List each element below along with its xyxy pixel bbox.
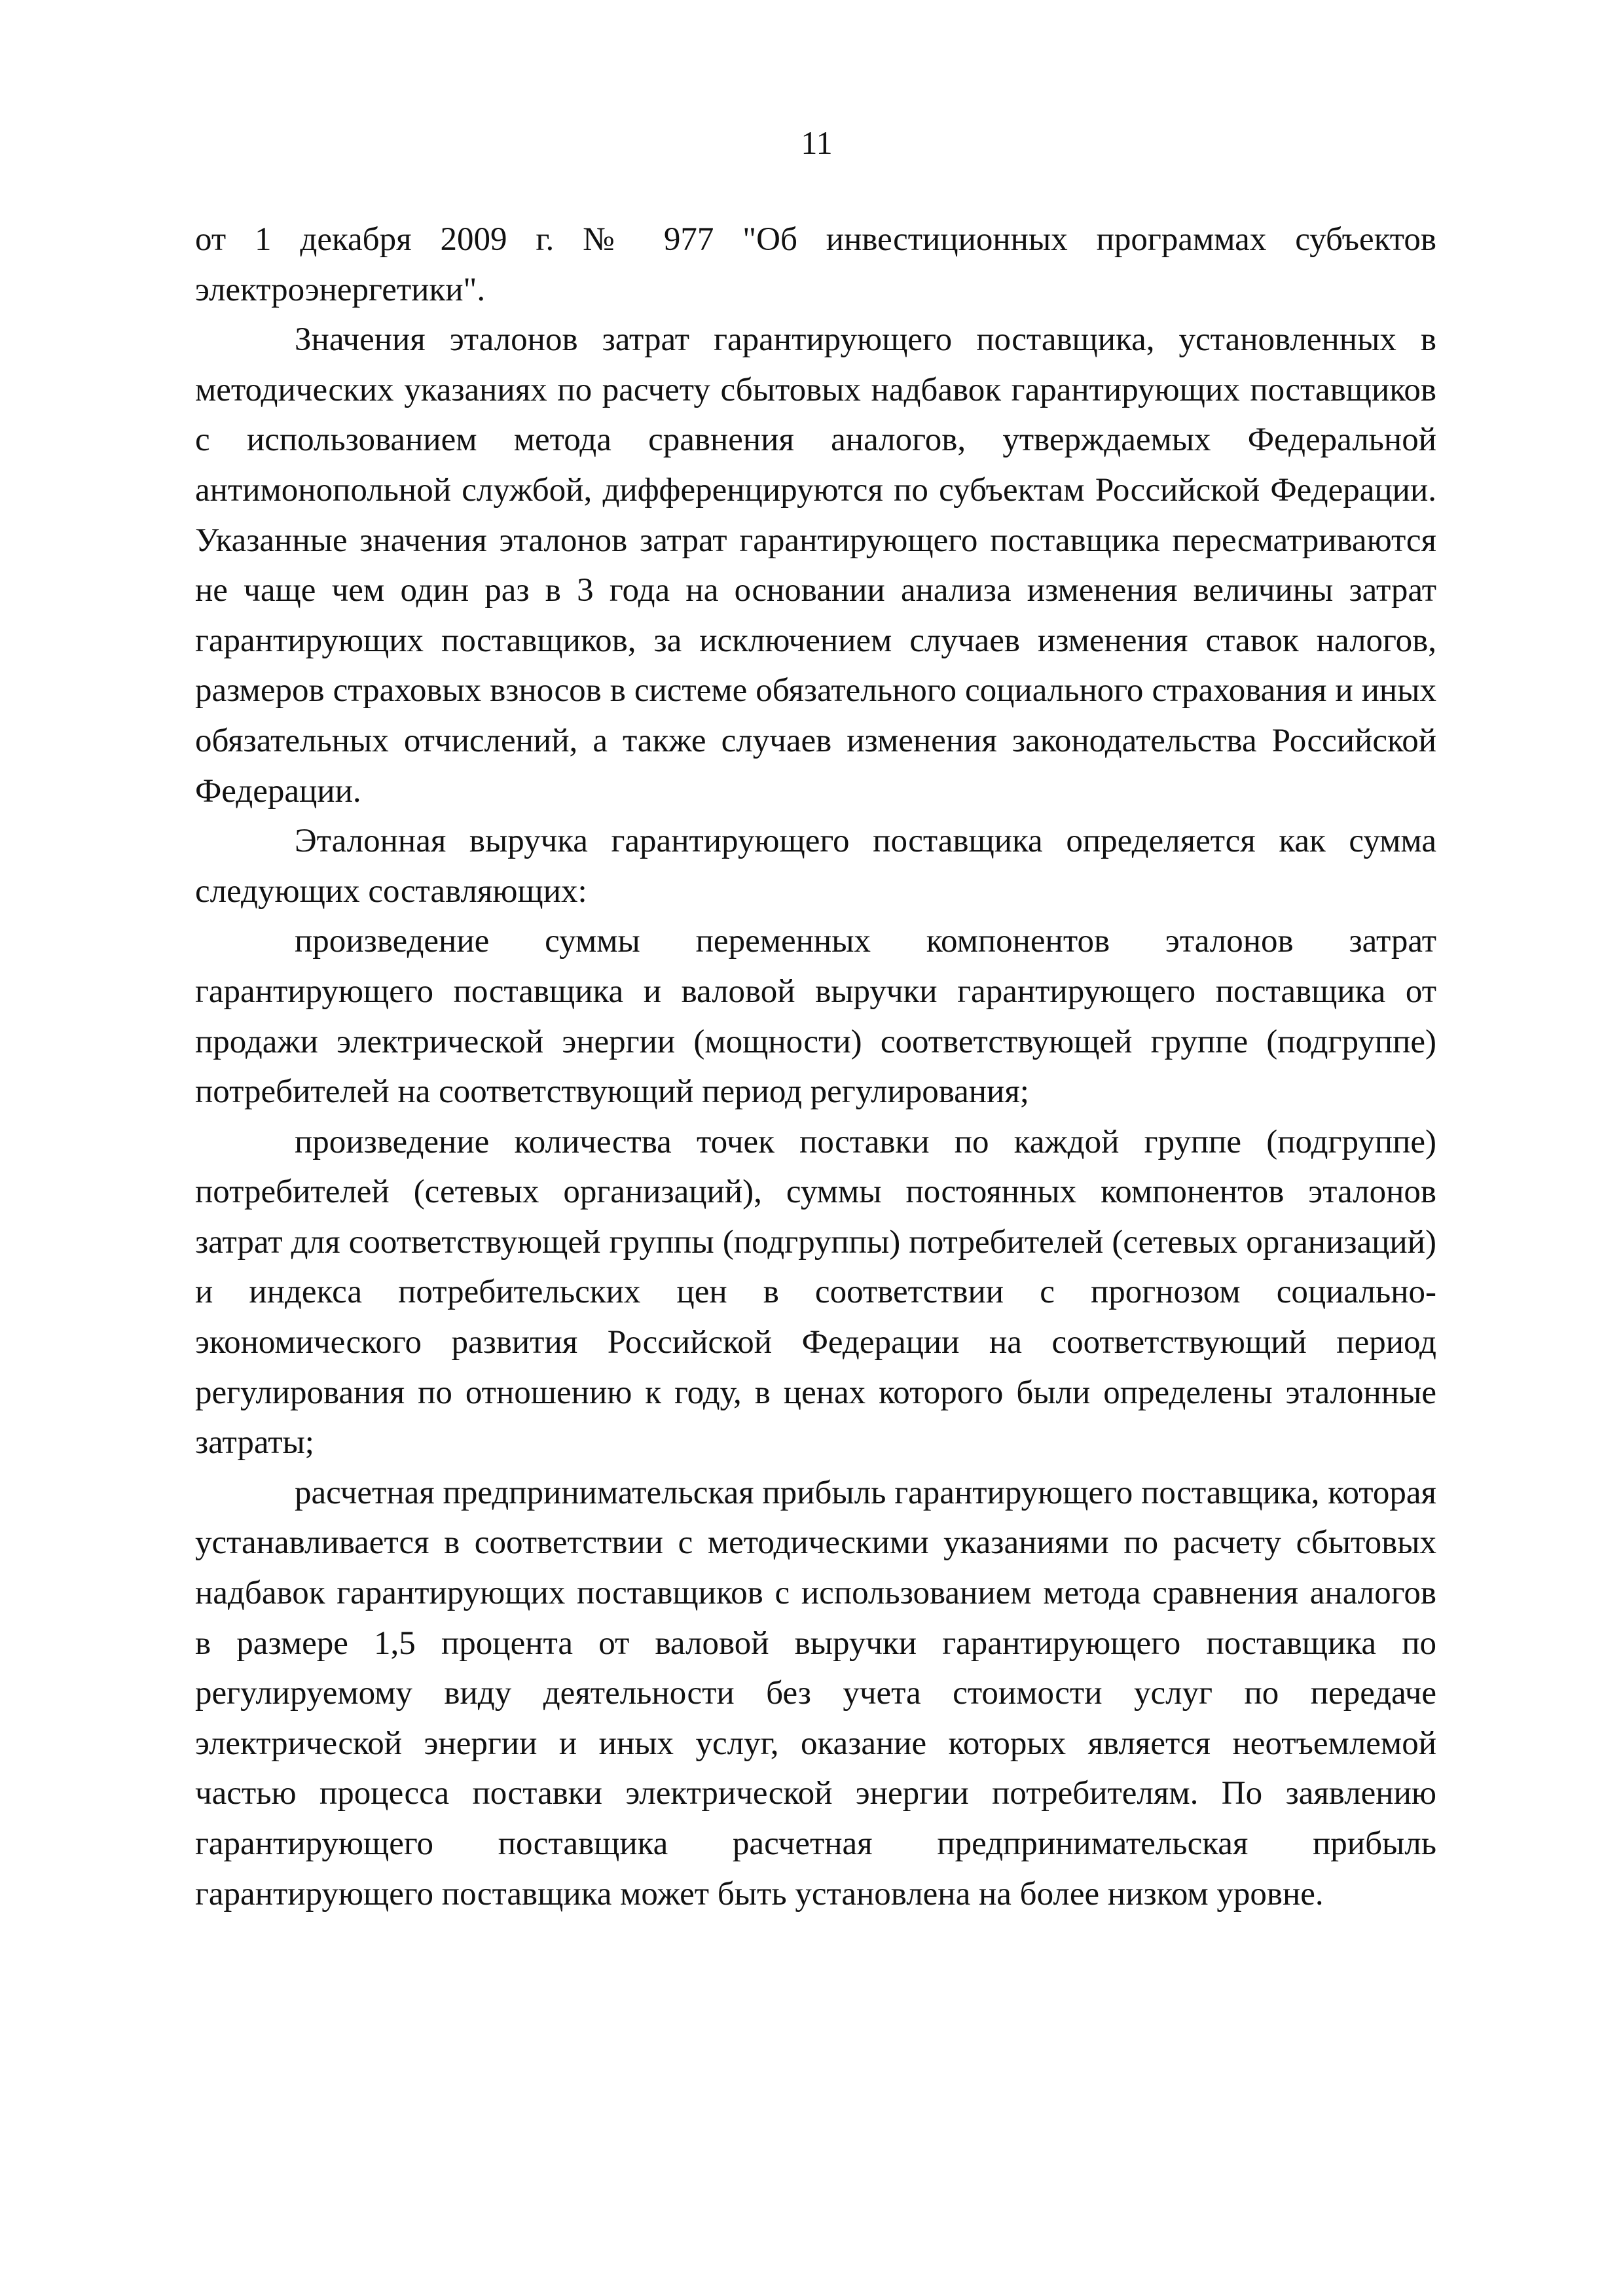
paragraph-standard-revenue: Эталонная выручка гарантирующего поставщика определяется как сумма следующих составляющих: bbox=[195, 823, 1436, 910]
paragraph-continuation: от 1 декабря 2009 г. № 977 "Об инвестиционных программах субъектов электроэнергетики". bbox=[195, 221, 1436, 308]
document-body bbox=[195, 215, 1436, 1919]
paragraph-fixed-components: произведение количества точек поставки по каждой группе (подгруппе) потребителей (сетевых организаций), суммы постоянных компонентов эталонов затрат для соответствующей группы (подгруппы) потребителей (сетевых организаций) и индекса потребительских цен в соответствии с прогнозом социально-экономического развития Российской Федерации на соответствующий период регулирования по отношению к году, в ценах которого были определены эталонные затраты; bbox=[195, 1123, 1436, 1462]
paragraph-cost-standards: Значения эталонов затрат гарантирующего поставщика, установленных в методических указаниях по расчету сбытовых надбавок гарантирующих поставщиков с использованием метода сравнения аналогов, утверждаемых Федеральной антимонопольной службой, дифференцируются по субъектам Российской Федерации. Указанные значения эталонов затрат гарантирующего поставщика пересматриваются не чаще чем один раз в 3 года на основании анализа изменения величины затрат гарантирующих поставщиков, за исключением случаев изменения ставок налогов, размеров страховых взносов в системе обязательного социального страхования и иных обязательных отчислений, а также случаев изменения законодательства Российской Федерации. bbox=[195, 321, 1436, 810]
paragraph-variable-components: произведение суммы переменных компонентов эталонов затрат гарантирующего поставщика и валовой выручки гарантирующего поставщика от продажи электрической энергии (мощности) соответствующей группе (подгруппе) потребителей на соответствующий период регулирования; bbox=[195, 923, 1436, 1111]
page-number: 11 bbox=[801, 124, 833, 161]
paragraph-business-profit: расчетная предпринимательская прибыль гарантирующего поставщика, которая устанавливается в соответствии с методическими указаниями по расчету сбытовых надбавок гарантирующих поставщиков с использованием метода сравнения аналогов в размере 1,5 процента от валовой выручки гарантирующего поставщика по регулируемому виду деятельности без учета стоимости услуг по передаче электрической энергии и иных услуг, оказание которых является неотъемлемой частью процесса поставки электрической энергии потребителям. По заявлению гарантирующего поставщика расчетная предпринимательская прибыль гарантирующего поставщика может быть установлена на более низком уровне. bbox=[195, 1474, 1436, 1912]
